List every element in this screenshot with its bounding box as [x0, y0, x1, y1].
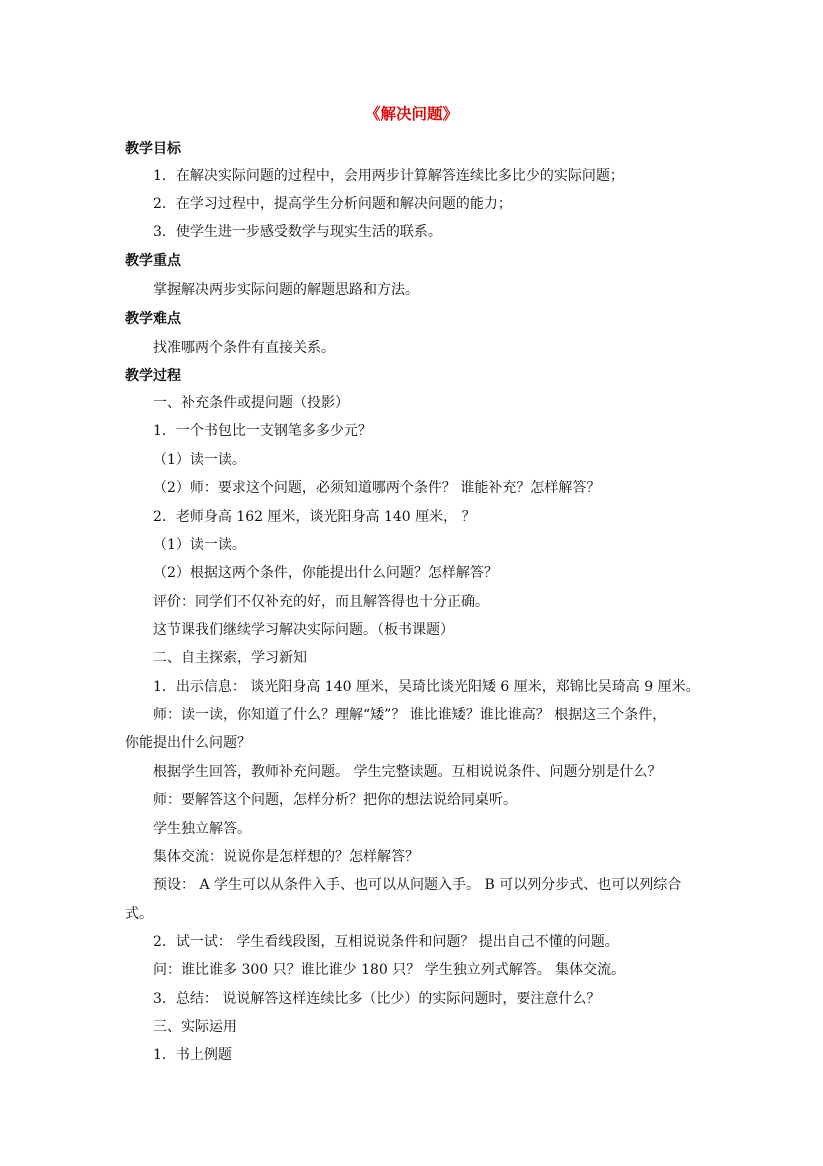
paragraph-line: 你能提出什么问题？ [125, 735, 251, 751]
paragraph-line: 师：读一读，你知道了什么？理解“矮”？ 谁比谁矮？谁比谁高？ 根据这三个条件， [153, 707, 667, 723]
heading-process: 教学过程 [125, 368, 181, 384]
section-3-title: 三、实际运用 [153, 1019, 237, 1035]
heading-teaching-goals: 教学目标 [125, 141, 181, 157]
paragraph-line: 式。 [125, 906, 153, 922]
paragraph-line: 预设： A 学生可以从条件入手、也可以从问题入手。 B 可以列分步式、也可以列综合 [153, 877, 682, 893]
goal-3: 3．使学生进一步感受数学与现实生活的联系。 [153, 224, 442, 240]
paragraph-line: 3．总结： 说说解答这样连续比多（比少）的实际问题时，要注意什么？ [153, 991, 601, 1007]
key-point-text: 掌握解决两步实际问题的解题思路和方法。 [153, 282, 419, 298]
paragraph-line: （1）读一读。 [153, 537, 246, 553]
paragraph-line: 1．一个书包比一支钢笔多多少元？ [153, 423, 372, 439]
document-title: 《解决问题》 [364, 104, 458, 123]
section-1-title: 一、补充条件或提问题（投影） [153, 395, 349, 411]
paragraph-line: 师：要解答这个问题，怎样分析？把你的想法说给同桌听。 [153, 792, 517, 808]
section-2-title: 二、自主探索，学习新知 [153, 650, 307, 666]
paragraph-line: 1．书上例题 [153, 1047, 232, 1063]
paragraph-line: 根据学生回答，教师补充问题。 学生完整读题。互相说说条件、问题分别是什么？ [153, 764, 662, 780]
paragraph-line: 2．老师身高 162 厘米，谈光阳身高 140 厘米， ？ [153, 509, 476, 525]
heading-key-points: 教学重点 [125, 253, 181, 269]
paragraph-line: （1）读一读。 [153, 452, 246, 468]
paragraph-line: 学生独立解答。 [153, 821, 251, 837]
paragraph-line: 1．出示信息： 谈光阳身高 140 厘米，吴琦比谈光阳矮 6 厘米，郑锦比吴琦高 9 厘米。 [153, 679, 700, 695]
goal-2: 2．在学习过程中，提高学生分析问题和解决问题的能力； [153, 196, 512, 212]
paragraph-line: 集体交流：说说你是怎样想的？怎样解答？ [153, 849, 419, 865]
paragraph-line: 评价：同学们不仅补充的好，而且解答得也十分正确。 [153, 594, 489, 610]
goal-1: 1．在解决实际问题的过程中，会用两步计算解答连续比多比少的实际问题； [153, 168, 624, 184]
paragraph-line: （2）师：要求这个问题，必须知道哪两个条件？ 谁能补充？怎样解答？ [153, 480, 601, 496]
paragraph-line: 2．试一试： 学生看线段图，互相说说条件和问题？ 提出自己不懂的问题。 [153, 934, 619, 950]
paragraph-line: 这节课我们继续学习解决实际问题。（板书课题） [153, 622, 454, 638]
heading-difficulties: 教学难点 [125, 311, 181, 327]
paragraph-line: 问：谁比谁多 300 只？谁比谁少 180 只？ 学生独立列式解答。 集体交流。 [153, 962, 626, 978]
paragraph-line: （2）根据这两个条件，你能提出什么问题？怎样解答？ [153, 565, 498, 581]
difficulty-text: 找准哪两个条件有直接关系。 [153, 340, 335, 356]
